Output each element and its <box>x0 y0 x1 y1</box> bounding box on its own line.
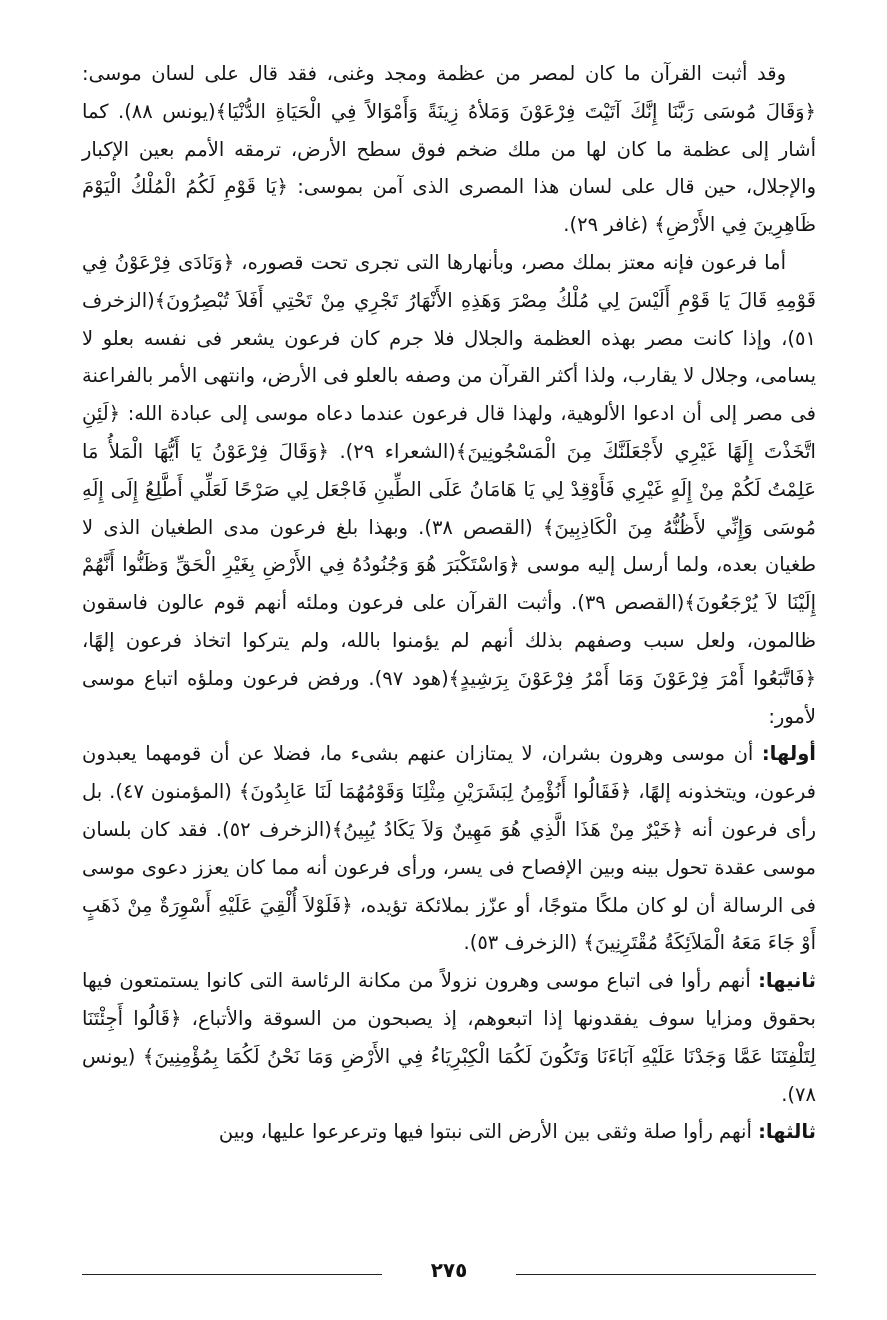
paragraph-text: أنهم رأوا فى اتباع موسى وهرون نزولاً من مكانة الرئاسة التى كانوا يستمتعون فيها بحقوق ومزايا سوف يفقدونها إذا اتبعوهم، إذ يصبحون من السوقة والأتباع، ﴿قَالُوا أَجِئْتَنَا لِتَلْفِتَنَا عَمَّا وَجَدْنَا عَلَيْهِ آبَاءَنَا وَتَكُونَ لَكُمَا الْكِبْرِيَاءُ فِي الأَرْضِ وَمَا نَحْنُ لَكُمَا بِمُؤْمِنِينَ﴾ (يونس ٧٨). <box>82 969 816 1106</box>
paragraph-text: أما فرعون فإنه معتز بملك مصر، وبأنهارها التى تجرى تحت قصوره، ﴿وَنَادَى فِرْعَوْنُ فِي قَوْمِهِ قَالَ يَا قَوْمِ أَلَيْسَ لِي مُلْكُ مِصْرَ وَهَذِهِ الأَنْهَارُ تَجْرِي مِنْ تَحْتِي أَفَلاَ تُبْصِرُونَ﴾(الزخرف ٥١)، وإذا كانت مصر بهذه العظمة والجلال فلا جرم كان فرعون يشعر فى نفسه بعلو لا يسامى، وجلال لا يقارب، ولذا أكثر القرآن من وصفه بالعلو فى الأرض، وانتهى الأمر بالفراعنة فى مصر إلى أن ادعوا الألوهية، ولهذا قال فرعون عندما دعاه موسى إلى عبادة الله: ﴿لَئِنِ اتَّخَذْتَ إِلَهًا غَيْرِي لأَجْعَلَنَّكَ مِنَ الْمَسْجُونِينَ﴾(الشعراء ٢٩). ﴿وَقَالَ فِرْعَوْنُ يَا أَيُّهَا الْمَلأُ مَا عَلِمْتُ لَكُمْ مِنْ إِلَهٍ غَيْرِي فَأَوْقِدْ لِي يَا هَامَانُ عَلَى الطِّينِ فَاجْعَل لِي صَرْحًا لَعَلِّي أَطَّلِعُ إِلَى إِلَهِ مُوسَى وَإِنِّي لأَظُنُّهُ مِنَ الْكَاذِبِينَ﴾ (القصص ٣٨). وبهذا بلغ فرعون مدى الطغيان الذى لا طغيان بعده، ولما أرسل إليه موسى ﴿وَاسْتَكْبَرَ هُوَ وَجُنُودُهُ فِي الأَرْضِ بِغَيْرِ الْحَقِّ وَظَنُّوا أَنَّهُمْ إِلَيْنَا لاَ يُرْجَعُونَ﴾(القصص ٣٩). وأثبت القرآن على فرعون وملئه أنهم قوم عالون فاسقون ظالمون، ولعل سبب وصفهم بذلك أنهم لم يؤمنوا بالله، ولم يتركوا اتخاذ فرعون إلهًا، ﴿فَاتَّبَعُوا أَمْرَ فِرْعَوْنَ وَمَا أَمْرُ فِرْعَوْنَ بِرَشِيدٍ﴾(هود ٩٧). ورفض فرعون وملؤه اتباع موسى لأمور: <box>82 250 817 728</box>
page-body <box>82 55 816 1245</box>
paragraph-lead: ثالثها: <box>758 1120 816 1144</box>
footer-rule-left <box>82 1274 382 1275</box>
paragraph-lead: أولها: <box>761 742 816 766</box>
paragraph-lead: ثانيها: <box>758 969 816 993</box>
paragraph-4 <box>82 962 816 1113</box>
paragraph-2 <box>82 244 816 735</box>
paragraph-1 <box>82 55 816 244</box>
paragraph-text: أن موسى وهرون بشران، لا يمتازان عنهم بشىء ما، فضلا عن أن قومهما يعبدون فرعون، ويتخذونه إلهًا، ﴿فَقَالُوا أَنُؤْمِنُ لِبَشَرَيْنِ مِثْلِنَا وَقَوْمُهُمَا لَنَا عَابِدُونَ﴾ (المؤمنون ٤٧). بل رأى فرعون أنه ﴿خَيْرٌ مِنْ هَذَا الَّذِي هُوَ مَهِينٌ وَلاَ يَكَادُ يُبِينُ﴾(الزخرف ٥٢). فقد كان بلسان موسى عقدة تحول بينه وبين الإفصاح فى يسر، ورأى فرعون أنه مما كان يعزز دعوى موسى فى الرسالة أن لو كان ملكًا متوجًا، أو عزّز بملائكة تؤيده، ﴿فَلَوْلاَ أُلْقِيَ عَلَيْهِ أَسْوِرَةٌ مِنْ ذَهَبٍ أَوْ جَاءَ مَعَهُ الْمَلاَئِكَةُ مُقْتَرِنِينَ﴾ (الزخرف ٥٣). <box>82 742 817 955</box>
page-number: ٢٧٥ <box>430 1258 468 1282</box>
paragraph-5 <box>82 1113 816 1151</box>
paragraph-3 <box>82 735 816 962</box>
paragraph-text: أنهم رأوا صلة وثقى بين الأرض التى نبتوا فيها وترعرعوا عليها، وبين <box>218 1120 759 1144</box>
page-footer <box>82 1258 816 1288</box>
paragraph-text: وقد أثبت القرآن ما كان لمصر من عظمة ومجد وغنى، فقد قال على لسان موسى: ﴿وَقَالَ مُوسَى رَبَّنَا إِنَّكَ آتَيْتَ فِرْعَوْنَ وَمَلأهُ زِينَةً وَأَمْوَالاً فِي الْحَيَاةِ الدُّنْيَا﴾(يونس ٨٨). كما أشار إلى عظمة ما كان لها من ملك ضخم فوق سطح الأرض، ترمقه الأمم بعين الإكبار والإجلال، حين قال على لسان هذا المصرى الذى آمن بموسى: ﴿يَا قَوْمِ لَكُمُ الْمُلْكُ الْيَوْمَ ظَاهِرِينَ فِي الأَرْضِ﴾ (غافر ٢٩). <box>82 62 816 237</box>
